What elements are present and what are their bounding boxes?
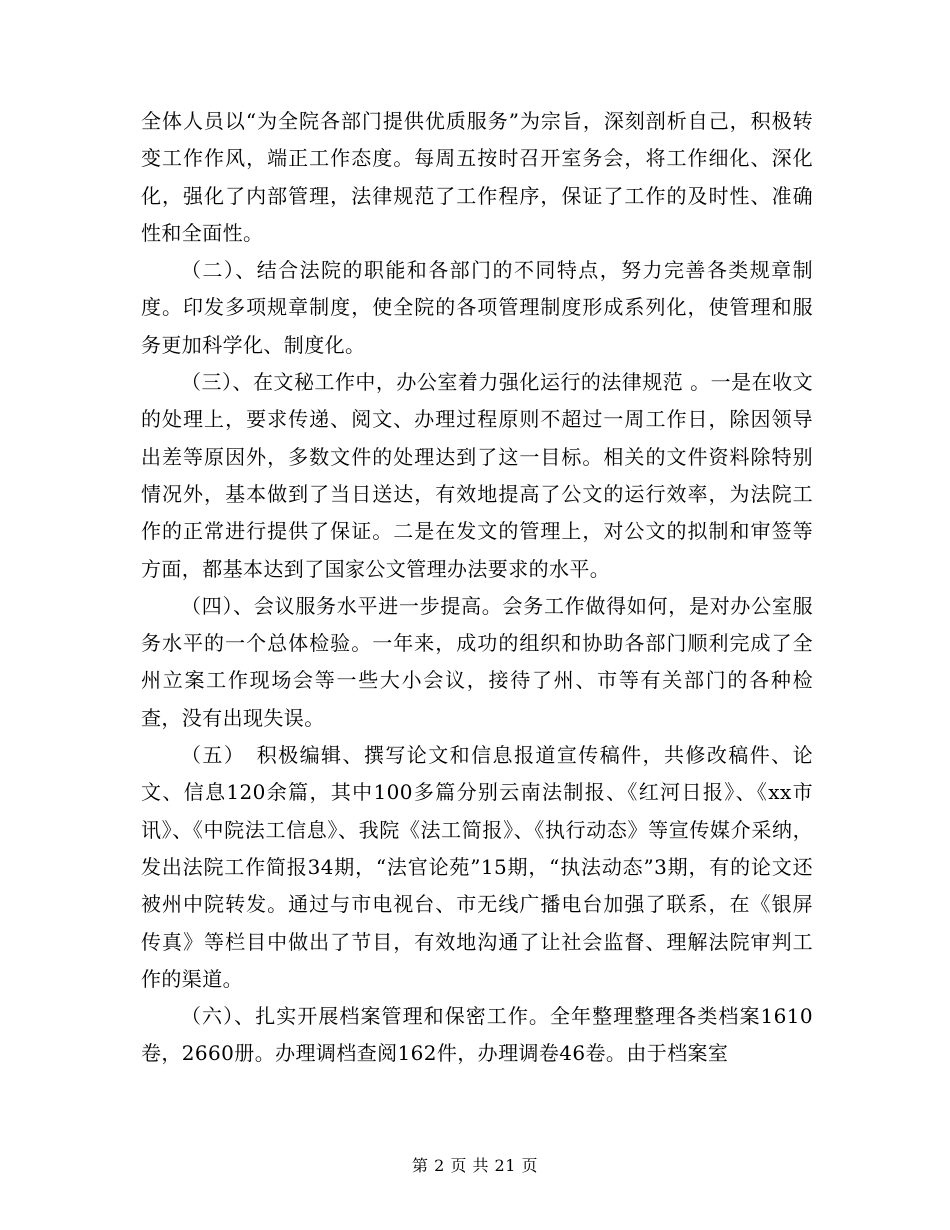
paragraph-4: （四）、会议服务水平进一步提高。会务工作做得如何，是对办公室服务水平的一个总体检验。一年来，成功的组织和协助各部门顺利完成了全州立案工作现场会等一些大小会议，接待了州、市等有关部门的各种检查，没有出现失误。 [141, 593, 813, 730]
paragraph-2: （二）、结合法院的职能和各部门的不同特点，努力完善各类规章制度。印发多项规章制度，使全院的各项管理制度形成系列化，使管理和服务更加科学化、制度化。 [141, 258, 813, 357]
document-body [141, 103, 813, 1073]
paragraph-3: （三）、在文秘工作中，办公室着力强化运行的法律规范 。一是在收文的处理上，要求传递、阅文、办理过程原则不超过一周工作日，除因领导出差等原因外，多数文件的处理达到了这一目标。相关的文件资料除特别情况外，基本做到了当日送达，有效地提高了公文的运行效率，为法院工作的正常进行提供了保证。二是在发文的管理上，对公文的拟制和审签等方面，都基本达到了国家公文管理办法要求的水平。 [141, 370, 813, 581]
page-number-footer: 第 2 页 共 21 页 [412, 1156, 538, 1175]
paragraph-6: （六）、扎实开展档案管理和保密工作。全年整理整理各类档案1610卷，2660册。办理调档查阅162件，办理调卷46卷。由于档案室 [141, 1004, 813, 1066]
paragraph-5: （五） 积极编辑、撰写论文和信息报道宣传稿件，共修改稿件、论文、信息120余篇，其中100多篇分别云南法制报、《红河日报》、《xx市讯》、《中院法工信息》、我院《法工简报》、《执行动态》等宣传媒介采纳，发出法院工作简报34期，“法官论苑”15期，“执法动态”3期，有的论文还被州中院转发。通过与市电视台、市无线广播电台加强了联系，在《银屏传真》等栏目中做出了节目，有效地沟通了让社会监督、理解法院审判工作的渠道。 [141, 743, 813, 991]
paragraph-1: 全体人员以“为全院各部门提供优质服务”为宗旨，深刻剖析自己，积极转变工作作风，端正工作态度。每周五按时召开室务会，将工作细化、深化化，强化了内部管理，法律规范了工作程序，保证了工作的及时性、准确性和全面性。 [141, 109, 813, 245]
